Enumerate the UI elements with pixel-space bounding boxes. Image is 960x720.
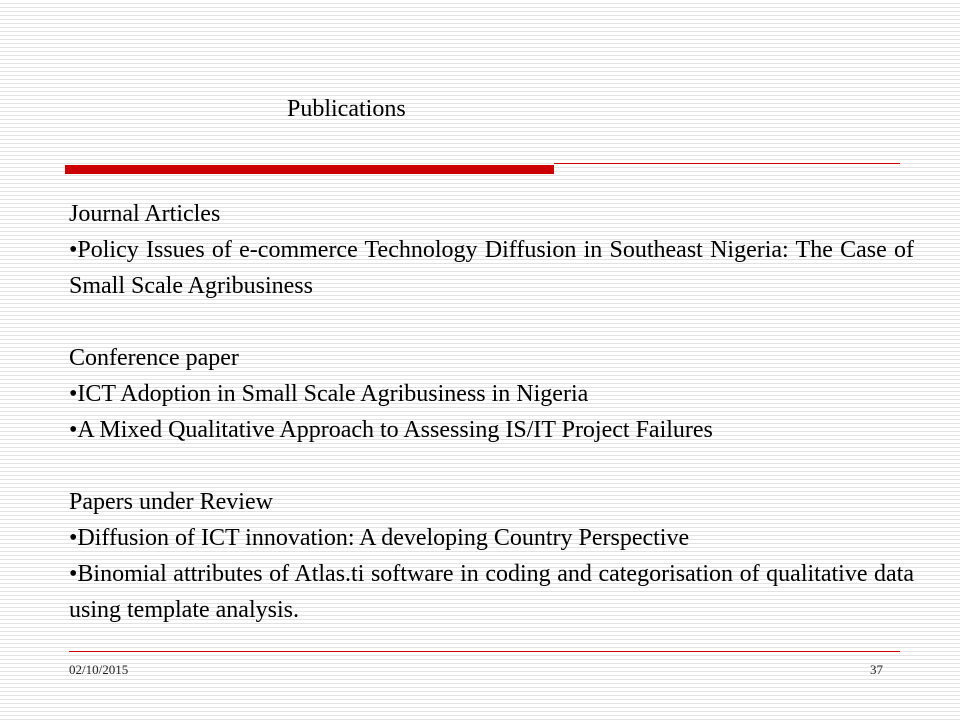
list-item-conference-2: • A Mixed Qualitative Approach to Assessing IS/IT Project Failures: [69, 412, 914, 448]
section-heading-journal: Journal Articles: [69, 201, 221, 227]
conference-paper-section: [69, 340, 914, 448]
page-number: 37: [870, 662, 883, 677]
section-heading-conference: Conference paper: [69, 345, 239, 371]
list-item-conference-1: • ICT Adoption in Small Scale Agribusiness in Nigeria: [69, 376, 914, 412]
title-divider-line: [554, 163, 900, 164]
papers-under-review-section: [69, 484, 914, 628]
section-heading-review: Papers under Review: [69, 489, 273, 515]
slide-body: [69, 196, 914, 628]
title-accent-bar: [65, 165, 554, 174]
list-item-review-2: • Binomial attributes of Atlas.ti software in coding and categorisation of qualitative data using template analysis.: [69, 556, 914, 628]
footer-divider-line: [69, 651, 900, 652]
list-item-journal-1: • Policy Issues of e-commerce Technology Diffusion in Southeast Nigeria: The Case of Small Scale Agribusiness: [69, 232, 914, 304]
slide-title: Publications: [287, 96, 406, 122]
list-item-review-1: • Diffusion of ICT innovation: A developing Country Perspective: [69, 520, 914, 556]
footer-date: 02/10/2015: [69, 662, 129, 677]
journal-articles-section: [69, 196, 914, 304]
